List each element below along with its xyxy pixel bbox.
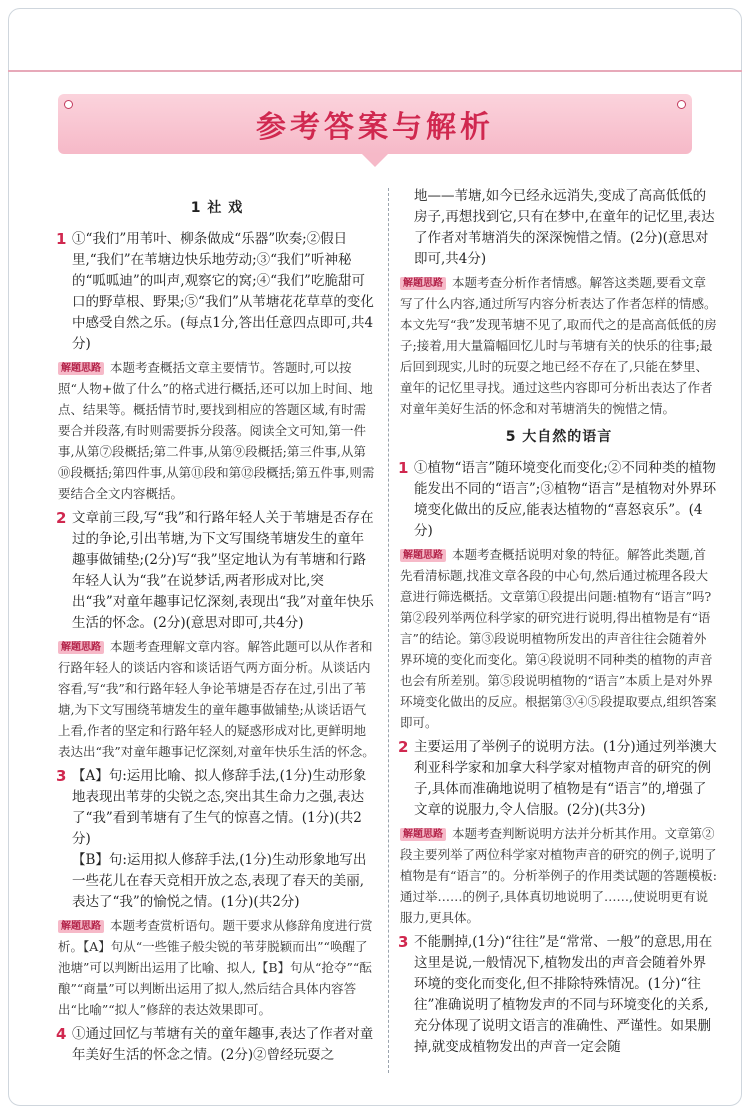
answer-item [400,186,718,270]
answer-text: ①“我们”用苇叶、柳条做成“乐器”吹奏;②假日里,“我们”在苇塘边快乐地劳动;③“我们”听神秘的“呱呱迪”的叫声,观察它的窝;④“我们”吃脆甜可口的野草根、野果;⑤“我们”从苇塘花花草草的变化中感受自然之乐。(每点1分,答出任意四点即可,共4分) [72,231,374,352]
answer-text: 主要运用了举例子的说明方法。(1分)通过列举澳大利亚科学家和加拿大科学家对植物声音的研究的例子,具体而准确地说明了植物是有“语言”的,增强了文章的说服力,令人信服。(2分)(共3分) [414,739,717,818]
solution-text: 本题考查分析作者情感。解答这类题,要看文章写了什么内容,通过所写内容分析表达了作者怎样的情感。本文先写“我”发现苇塘不见了,取而代之的是高高低低的房子;接着,用大量篇幅回忆儿时与苇塘有关的快乐的往事;最后回到现实,儿时的玩耍之地已经不存在了,只能在梦里、童年的记忆里寻找。通过这些内容即可分析出表达了作者对童年美好生活的怀念和对苇塘消失的惋惜之情。 [400,275,717,416]
question-number: 3 [398,933,409,951]
answer-item [58,229,376,355]
solution-text: 本题考查赏析语句。题干要求从修辞角度进行赏析。【A】句从“一些锥子般尖锐的苇芽脱颖而出”“唤醒了池塘”可以判断出运用了比喻、拟人,【B】句从“抢夺”“酝酿”“商量”可以判断出运用了拟人,然后结合具体内容答出“比喻”“拟人”修辞的表达效果即可。 [58,918,373,1017]
answer-text: 不能删掉,(1分)“往往”是“常常、一般”的意思,用在这里是说,一般情况下,植物发出的声音会随着外界环境的变化而变化,但不排除特殊情况。(1分)“往往”准确说明了植物发声的不同与环境变化的关系,充分体现了说明文语言的准确性、严谨性。如果删掉,就变成植物发出的声音一定会随 [414,934,713,1055]
banner-notch [362,154,388,167]
question-number: 1 [398,459,409,477]
header-rule [8,70,742,72]
answer-text: 【A】句:运用比喻、拟人修辞手法,(1分)生动形象地表现出苇芽的尖锐之态,突出其生命力之强,表达了“我”看到苇塘有了生气的惊喜之情。(1分)(共2分) [72,768,367,847]
right-column [400,186,718,1058]
solution-note [58,915,376,1020]
section-title: 1 社 戏 [190,200,244,216]
question-number: 2 [398,738,409,756]
solution-text: 本题考查概括说明对象的特征。解答此类题,首先看清标题,找准文章各段的中心句,然后通过梳理各段大意进行筛选概括。文章第①段提出问题:植物有“语言”吗?第②段列举两位科学家的研究进行说明,得出植物是有“语言”的结论。第③段说明植物所发出的声音往往会随着外界环境的变化而变化。第④段说明不同种类的植物的声音也会有所差别。第⑤段说明植物的“语言”本质上是对外界环境变化做出的反应。根据第③④⑤段提取要点,组织答案即可。 [400,547,717,730]
solution-tag: 解题思路 [58,920,104,933]
solution-note [400,823,718,928]
solution-note [58,357,376,504]
section-title: 5 大自然的语言 [505,429,613,445]
answer-item [400,458,718,542]
page-title: 参考答案与解析 [256,110,494,145]
answer-text: ①通过回忆与苇塘有关的童年趣事,表达了作者对童年美好生活的怀念之情。(2分)②曾经玩耍之 [72,1026,374,1063]
solution-text: 本题考查概括文章主要情节。答题时,可以按照“人物+做了什么”的格式进行概括,还可以加上时间、地点、结果等。概括情节时,要找到相应的答题区域,有时需要合并段落,有时则需要拆分段落。阅读全文可知,第一件事,从第⑦段概括;第二件事,从第⑨段概括;第三件事,从第⑩段概括;第四件事,从第⑪段和第⑫段概括;第五件事,则需要结合全文内容概括。 [58,360,375,501]
answer-item [58,508,376,634]
answer-text: 【B】句:运用拟人修辞手法,(1分)生动形象地写出一些花儿在春天竞相开放之态,表现了春天的美丽,表达了“我”的愉悦之情。(1分)(共2分) [72,852,367,910]
answer-item [58,850,376,913]
solution-tag: 解题思路 [58,362,104,375]
solution-tag: 解题思路 [400,828,446,841]
answer-item [58,766,376,850]
answer-item [400,737,718,821]
answer-text: ①植物“语言”随环境变化而变化;②不同种类的植物能发出不同的“语言”;③植物“语言”是植物对外界环境变化做出的反应,能表达植物的“喜怒哀乐”。(4分) [414,460,717,539]
solution-tag: 解题思路 [58,641,104,654]
title-banner [58,94,692,154]
solution-tag: 解题思路 [400,277,446,290]
question-number: 2 [56,509,67,527]
question-number: 4 [56,1025,67,1043]
solution-text: 本题考查判断说明方法并分析其作用。文章第②段主要列举了两位科学家对植物声音的研究的例子,说明了植物是有“语言”的。分析举例子的作用类试题的答题模板:通过举……的例子,具体真切地说明了……,使说明更有说服力,更具体。 [400,826,717,925]
question-number: 3 [56,767,67,785]
left-column [58,190,376,1066]
solution-note [400,544,718,733]
answer-item [400,932,718,1058]
question-number: 1 [56,230,67,248]
answer-text: 文章前三段,写“我”和行路年轻人关于苇塘是否存在过的争论,引出苇塘,为下文写围绕苇塘发生的童年趣事做铺垫;(2分)写“我”坚定地认为有苇塘和行路年轻人认为“我”在说梦话,两者形成对比,突出“我”对童年趣事记忆深刻,表现出“我”对童年快乐生活的怀念。(2分)(意思对即可,共4分) [72,510,374,631]
solution-text: 本题考查理解文章内容。解答此题可以从作者和行路年轻人的谈话内容和谈话语气两方面分析。从谈话内容看,写“我”和行路年轻人争论苇塘是否存在过,引出了苇塘,为下文写围绕苇塘发生的童年趣事做铺垫;从谈话语气上看,作者的坚定和行路年轻人的疑惑形成对比,更鲜明地表达出“我”对童年趣事记忆深刻,对童年快乐生活的怀念。 [58,639,375,759]
solution-note [400,272,718,419]
answer-item [58,1024,376,1066]
solution-tag: 解题思路 [400,549,446,562]
solution-note [58,636,376,762]
column-divider [388,188,389,1073]
answer-text: 地——苇塘,如今已经永远消失,变成了高高低低的房子,再想找到它,只有在梦中,在童年的记忆里,表达了作者对苇塘消失的深深惋惜之情。(2分)(意思对即可,共4分) [414,188,715,267]
